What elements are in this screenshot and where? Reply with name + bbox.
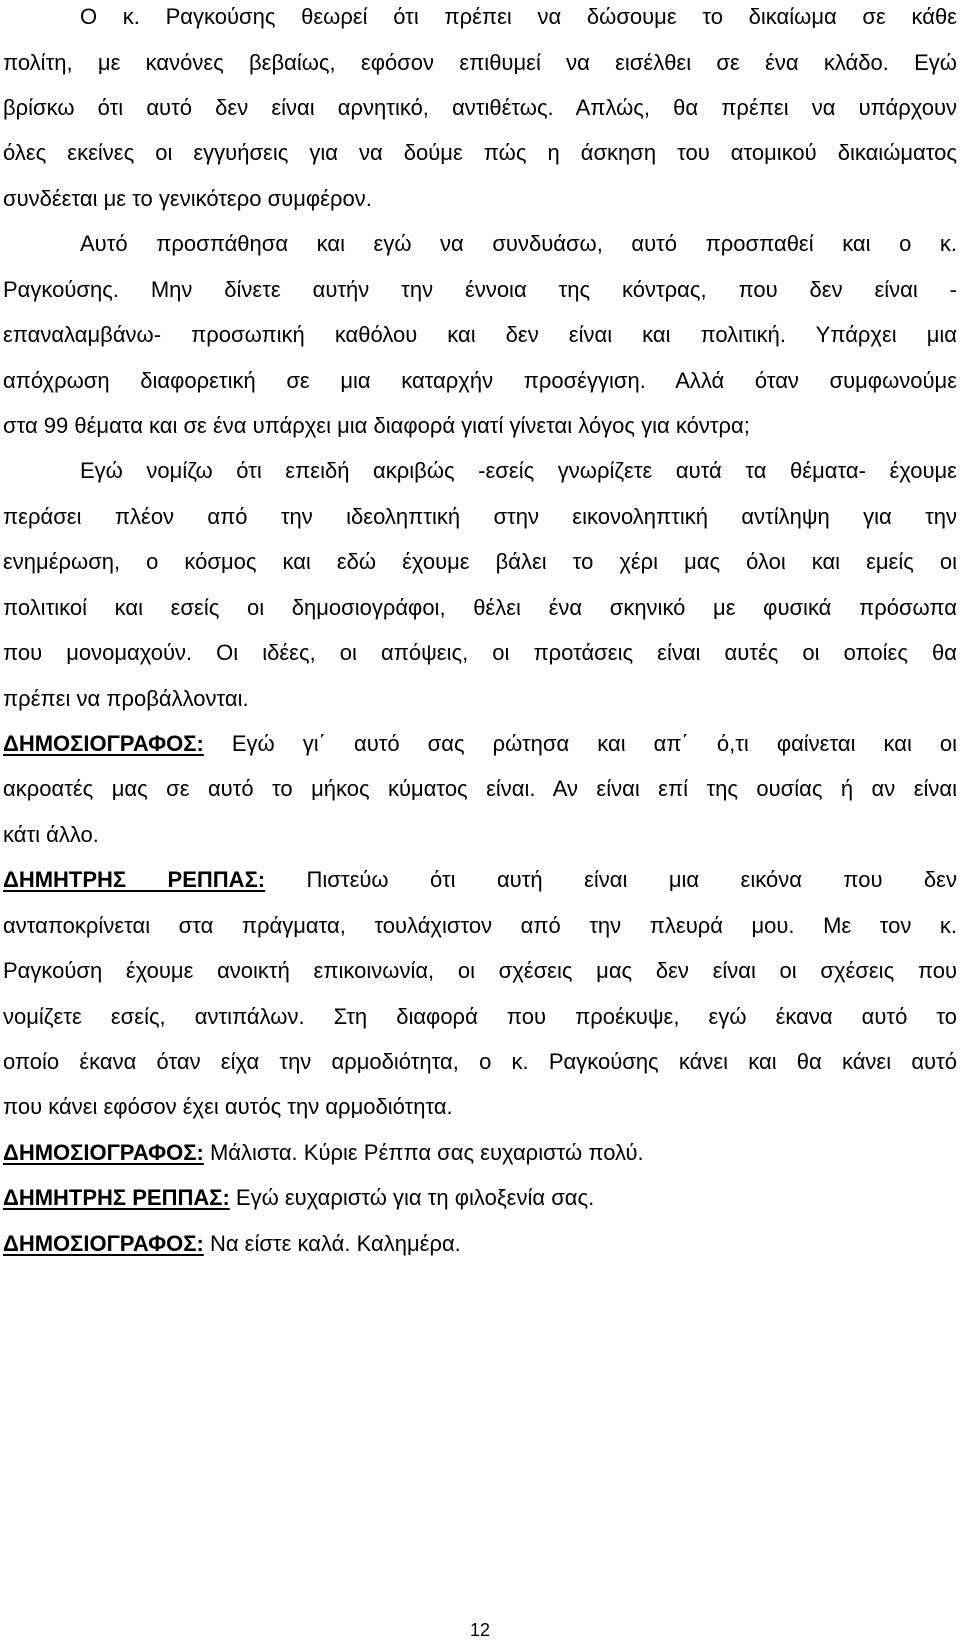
text-line: Εγώ νομίζω ότι επειδή ακριβώς -εσείς γνωρίζετε αυτά τα θέματα- έχουμε (80, 458, 957, 483)
text-line: ΔΗΜΗΤΡΗΣ ΡΕΠΠΑΣ: Πιστεύω ότι αυτή είναι μια εικόνα που δεν (3, 867, 957, 892)
text-line: πολιτικοί και εσείς οι δημοσιογράφοι, θέλει ένα σκηνικό με φυσικά πρόσωπα (3, 595, 957, 620)
page-number: 12 (469, 1620, 491, 1640)
text-line: ΔΗΜΗΤΡΗΣ ΡΕΠΠΑΣ: Εγώ ευχαριστώ για τη φιλοξενία σας. (3, 1185, 595, 1210)
text-line: Ραγκούσης. Μην δίνετε αυτήν την έννοια της κόντρας, που δεν είναι - (3, 277, 957, 302)
speaker-label: ΔΗΜΗΤΡΗΣ ΡΕΠΠΑΣ: (3, 1185, 230, 1210)
speaker-label: ΔΗΜΟΣΙΟΓΡΑΦΟΣ: (3, 1140, 204, 1165)
text-line: που κάνει εφόσον έχει αυτός την αρμοδιότητα. (3, 1094, 453, 1119)
text-line: ΔΗΜΟΣΙΟΓΡΑΦΟΣ: Μάλιστα. Κύριε Ρέππα σας ευχαριστώ πολύ. (3, 1140, 644, 1165)
text-line: Ο κ. Ραγκούσης θεωρεί ότι πρέπει να δώσουμε το δικαίωμα σε κάθε (80, 4, 957, 29)
text-line: περάσει πλέον από την ιδεοληπτική στην εικονοληπτική αντίληψη για την (3, 504, 957, 529)
text-line: στα 99 θέματα και σε ένα υπάρχει μια διαφορά γιατί γίνεται λόγος για κόντρα; (3, 413, 750, 438)
text-line: πρέπει να προβάλλονται. (3, 686, 249, 711)
text-line: που μονομαχούν. Οι ιδέες, οι απόψεις, οι προτάσεις είναι αυτές οι οποίες θα (3, 640, 957, 665)
text-line: ακροατές μας σε αυτό το μήκος κύματος είναι. Αν είναι επί της ουσίας ή αν είναι (3, 776, 957, 801)
speaker-label: ΔΗΜΟΣΙΟΓΡΑΦΟΣ: (3, 1231, 204, 1256)
text-line: ΔΗΜΟΣΙΟΓΡΑΦΟΣ: Να είστε καλά. Καλημέρα. (3, 1231, 461, 1256)
text-line: όλες εκείνες οι εγγυήσεις για να δούμε πώς η άσκηση του ατομικού δικαιώματος (3, 140, 957, 165)
text-line: οποίο έκανα όταν είχα την αρμοδιότητα, ο κ. Ραγκούσης κάνει και θα κάνει αυτό (3, 1049, 957, 1074)
text-line: ΔΗΜΟΣΙΟΓΡΑΦΟΣ: Εγώ γι΄ αυτό σας ρώτησα και απ΄ ό,τι φαίνεται και οι (3, 731, 957, 756)
text-line: ενημέρωση, ο κόσμος και εδώ έχουμε βάλει το χέρι μας όλοι και εμείς οι (3, 549, 957, 574)
text-line: Αυτό προσπάθησα και εγώ να συνδυάσω, αυτό προσπαθεί και ο κ. (80, 231, 957, 256)
text-line: κάτι άλλο. (3, 822, 99, 847)
text-line: ανταποκρίνεται στα πράγματα, τουλάχιστον από την πλευρά μου. Με τον κ. (3, 913, 957, 938)
text-line: Ραγκούση έχουμε ανοικτή επικοινωνία, οι σχέσεις μας δεν είναι οι σχέσεις που (3, 958, 957, 983)
speaker-label: ΔΗΜΟΣΙΟΓΡΑΦΟΣ: (3, 731, 204, 756)
text-line: επαναλαμβάνω- προσωπική καθόλου και δεν είναι και πολιτική. Υπάρχει μια (3, 322, 957, 347)
text-line: απόχρωση διαφορετική σε μια καταρχήν προσέγγιση. Αλλά όταν συμφωνούμε (3, 368, 957, 393)
text-line: βρίσκω ότι αυτό δεν είναι αρνητικό, αντιθέτως. Απλώς, θα πρέπει να υπάρχουν (3, 95, 957, 120)
speaker-label: ΔΗΜΗΤΡΗΣ ΡΕΠΠΑΣ: (3, 867, 266, 892)
text-line: συνδέεται με το γενικότερο συμφέρον. (3, 186, 372, 211)
text-line: νομίζετε εσείς, αντιπάλων. Στη διαφορά που προέκυψε, εγώ έκανα αυτό το (3, 1004, 957, 1029)
text-line: πολίτη, με κανόνες βεβαίως, εφόσον επιθυμεί να εισέλθει σε ένα κλάδο. Εγώ (3, 50, 957, 75)
